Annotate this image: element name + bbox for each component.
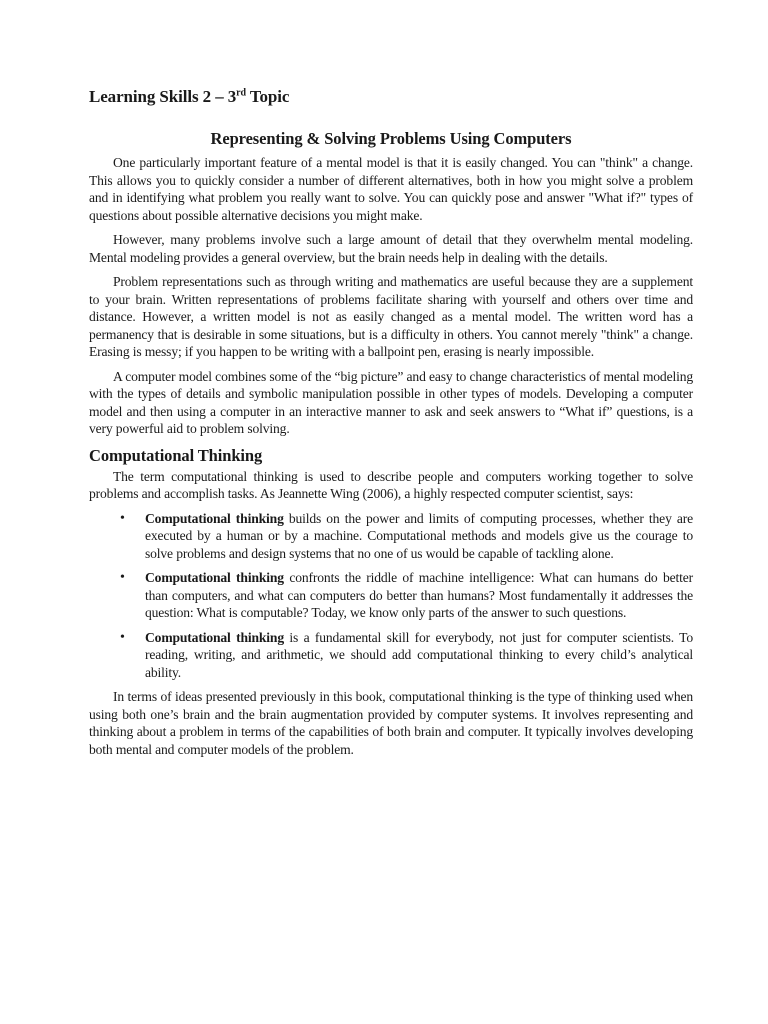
intro-paragraph-2: However, many problems involve such a large amount of detail that they overwhelm mental modeling. Mental modeling provides a general overview, but the brain needs help in dealing with the details. — [89, 232, 693, 265]
bullet-term: Computational thinking — [145, 510, 284, 526]
bullet-item — [89, 510, 693, 563]
bullet-body: confronts the riddle of machine intelligence: What can humans do better than computers, and what can computers do better than humans? Most fundamentally it addresses the question: What is computable? Today, we know only parts of the answer to such questions. — [145, 570, 693, 620]
bullet-body: is a fundamental skill for everybody, not just for computer scientists. To reading, writing, and arithmetic, we should add computational thinking to every child’s analytical ability. — [145, 629, 693, 680]
intro-paragraph-3: Problem representations such as through writing and mathematics are useful because they are a supplement to your brain. Written representations of problems facilitate sharing with yourself and others over time and distance. However, a written model is not as easily changed as a mental model. The written word has a permanency that is desirable in some situations, but is a difficulty in others. You cannot merely "think" a change. Erasing is messy; if you happen to be writing with a ballpoint pen, erasing is nearly impossible. — [89, 274, 693, 359]
bullet-icon: • — [120, 570, 125, 585]
header-suffix: Topic — [245, 87, 290, 106]
intro-paragraph-1: One particularly important feature of a mental model is that it is easily changed. You can "think" a change. This allows you to quickly consider a number of different alternatives, both in how you might solve a problem and in identifying what problem you really want to solve. You can quickly pose and answer "What if?" types of questions about possible alternative decisions you might make. — [89, 155, 693, 223]
document-page — [89, 86, 693, 765]
bullet-text — [145, 510, 693, 563]
bullet-icon: • — [120, 510, 125, 526]
document-header — [89, 86, 693, 108]
quote-bullet-list — [89, 510, 693, 682]
bullet-text — [145, 569, 693, 622]
header-superscript: rd — [236, 87, 246, 99]
bullet-term: Computational thinking — [145, 629, 284, 645]
section-heading: Computational Thinking — [89, 445, 263, 465]
bullet-term: Computational thinking — [145, 570, 284, 585]
bullet-item — [89, 629, 693, 682]
bullet-text — [145, 629, 693, 682]
bullet-icon: • — [120, 629, 125, 645]
intro-paragraph-4: A computer model combines some of the “big picture” and easy to change characteristics of mental modeling with the types of details and symbolic manipulation possible in other types of models. Developing a computer model and then using a computer in an interactive manner to ask and seek answers to “What if” questions, is a very powerful aid to problem solving. — [89, 368, 693, 436]
header-prefix: Learning Skills 2 – 3 — [89, 87, 237, 106]
section-lead-paragraph: The term computational thinking is used to describe people and computers working together to solve problems and accomplish tasks. As Jeannette Wing (2006), a highly respected computer scientist, says: — [89, 468, 693, 501]
bullet-item — [89, 569, 693, 622]
document-title: Representing & Solving Problems Using Computers — [210, 129, 572, 148]
bullet-body: builds on the power and limits of computing processes, whether they are executed by a human or by a machine. Computational methods and models give us the courage to solve problems and design systems that no one of us would be capable of tackling alone. — [145, 510, 693, 561]
closing-paragraph: In terms of ideas presented previously in this book, computational thinking is the type of thinking used when using both one’s brain and the brain augmentation provided by computer systems. It involves representing and thinking about a problem in terms of the capabilities of both brain and computer. It typically involves developing both mental and computer models of the problem. — [89, 689, 693, 757]
